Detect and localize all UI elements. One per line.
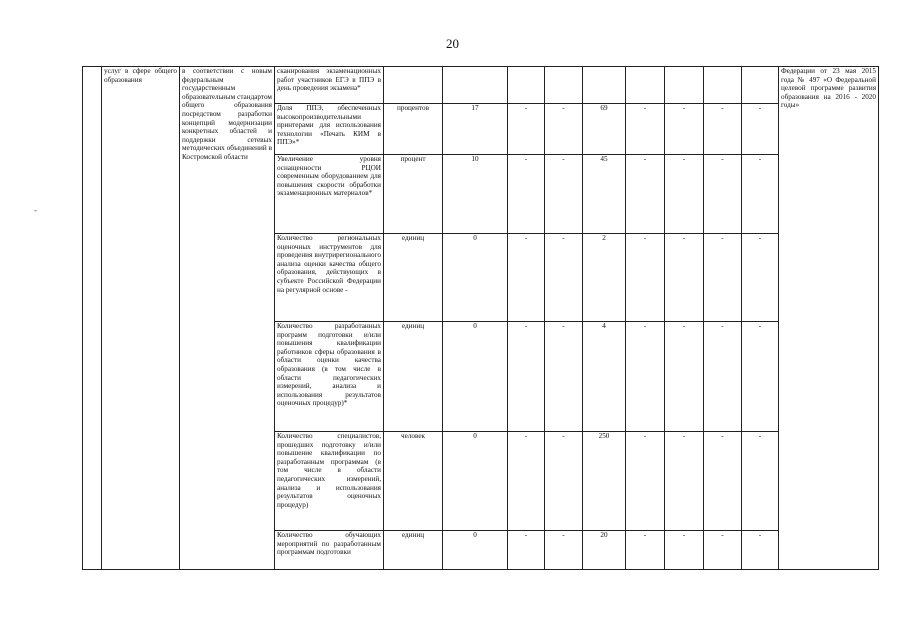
cell-value: - <box>508 322 545 432</box>
cell-unit: единиц <box>384 234 443 322</box>
cell-unit: человек <box>384 432 443 531</box>
cell-value: - <box>704 432 742 531</box>
cell-value: - <box>665 432 704 531</box>
cell-value: 69 <box>583 104 626 155</box>
cell-value: 0 <box>443 432 508 531</box>
page-number: 20 <box>446 36 459 51</box>
cell-unit: процент <box>384 155 443 234</box>
cell-value: - <box>508 104 545 155</box>
cell-value: - <box>704 234 742 322</box>
cell-value: 0 <box>443 234 508 322</box>
cell-value: 20 <box>583 531 626 570</box>
cell-value: - <box>665 155 704 234</box>
cell-indicator: сканирования экзаменационных работ участников ЕГЭ в ППЭ в день проведения экзамена* <box>275 67 384 104</box>
cell-unit <box>384 67 443 104</box>
cell-value: 0 <box>443 531 508 570</box>
cell-value: - <box>742 322 779 432</box>
cell-value: 10 <box>443 155 508 234</box>
cell-value: - <box>742 432 779 531</box>
cell-value: - <box>626 104 665 155</box>
cell-value: 250 <box>583 432 626 531</box>
cell-unit: процентов <box>384 104 443 155</box>
cell-value: 17 <box>443 104 508 155</box>
cell-task: услуг в сфере общего образования <box>102 67 180 570</box>
cell-indicator: Количество разработанных программ подготовки и/или повышения квалификации работников сферы образования в области оценки качества образования (в том числе в области педагогических измерений, анализа и использования результатов оценочных процедур)* <box>275 322 384 432</box>
cell-value: - <box>742 104 779 155</box>
cell-value: 4 <box>583 322 626 432</box>
cell-source: Федерации от 23 мая 2015 года № 497 «О Федеральной целевой программе развития образования на 2016 - 2020 годы» <box>779 67 879 570</box>
cell-value: 2 <box>583 234 626 322</box>
cell-value: - <box>704 322 742 432</box>
cell-value: - <box>545 234 583 322</box>
cell-indicator: Количество обучающих мероприятий по разработанным программам подготовки <box>275 531 384 570</box>
cell-value <box>443 67 508 104</box>
cell-number <box>83 67 102 570</box>
cell-value <box>545 67 583 104</box>
cell-value <box>704 67 742 104</box>
cell-value: - <box>626 234 665 322</box>
table-row <box>83 67 879 104</box>
cell-value: 45 <box>583 155 626 234</box>
stray-mark: - <box>34 205 37 215</box>
cell-value: - <box>742 234 779 322</box>
cell-value: - <box>626 432 665 531</box>
cell-indicator: Количество региональных оценочных инструментов для проведения внутрирегионального анализа оценки качества общего образования, действующих в субъекте Российской Федерации на регулярной основе - <box>275 234 384 322</box>
cell-indicator: Увеличение уровня оснащенности РЦОИ современным оборудованием для повышения скорости обработки экзаменационных материалов* <box>275 155 384 234</box>
cell-value: - <box>665 322 704 432</box>
cell-value <box>583 67 626 104</box>
cell-value: - <box>742 531 779 570</box>
cell-value: - <box>545 531 583 570</box>
cell-value: 0 <box>443 322 508 432</box>
cell-unit: единиц <box>384 531 443 570</box>
cell-indicator: Количество специалистов, прошедших подготовку и/или повышение квалификации по разработанным программам (в том числе в области педагогических измерений, анализа и использования результатов оценочных процедур) <box>275 432 384 531</box>
cell-value: - <box>665 531 704 570</box>
cell-value: - <box>665 104 704 155</box>
cell-value: - <box>742 155 779 234</box>
cell-value: - <box>545 322 583 432</box>
cell-value: - <box>545 104 583 155</box>
cell-value <box>742 67 779 104</box>
cell-value: - <box>704 104 742 155</box>
cell-value: - <box>626 155 665 234</box>
cell-value: - <box>545 155 583 234</box>
cell-value: - <box>508 155 545 234</box>
cell-value: - <box>508 234 545 322</box>
cell-value: - <box>626 531 665 570</box>
cell-value: - <box>508 531 545 570</box>
cell-indicator: Доля ППЭ, обеспеченных высокопроизводительными принтерами для использования технологии «Печать КИМ в ППЭ»* <box>275 104 384 155</box>
cell-value: - <box>545 432 583 531</box>
cell-value: - <box>704 531 742 570</box>
program-indicators-table <box>82 66 879 570</box>
cell-value <box>665 67 704 104</box>
cell-unit: единиц <box>384 322 443 432</box>
cell-event: в соответствии с новым федеральным государственным образовательным стандартом общего образования посредством разработки концепций модернизации конкретных областей и поддержки сетевых методических объединений в Костромской области <box>180 67 275 570</box>
cell-value: - <box>508 432 545 531</box>
cell-value <box>626 67 665 104</box>
cell-value: - <box>665 234 704 322</box>
cell-value: - <box>626 322 665 432</box>
cell-value: - <box>704 155 742 234</box>
cell-value <box>508 67 545 104</box>
